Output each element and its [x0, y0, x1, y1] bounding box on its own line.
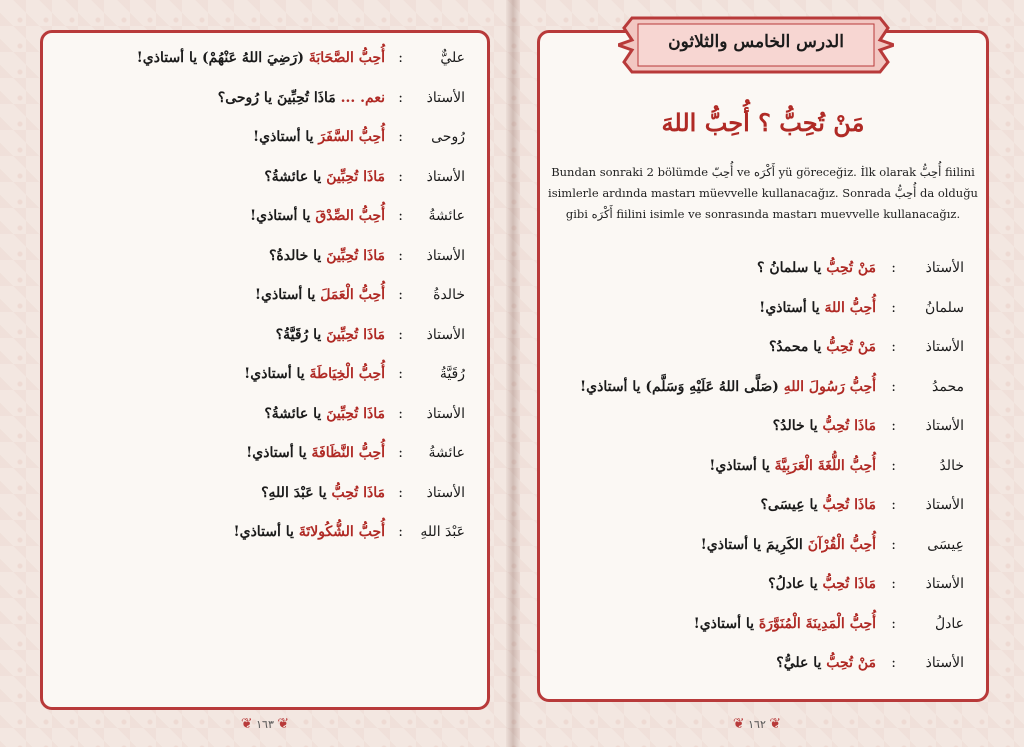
dialogue-row: [43, 401, 487, 431]
speaker-colon: :: [398, 208, 403, 224]
dialogue-line: [264, 406, 385, 422]
dialogue-highlight: مَنْ تُحِبُّ: [826, 655, 876, 671]
dialogue-rest: يا أستاذي!: [233, 524, 299, 540]
lesson-title: الدرس الخامس والثلاثون: [668, 32, 844, 52]
dialogue-line: [137, 50, 385, 66]
dialogue-row: [540, 255, 986, 285]
speaker-colon: :: [398, 326, 403, 343]
book-gutter: [506, 0, 520, 747]
ornament-icon: ❦: [277, 716, 290, 732]
speaker-colon: :: [891, 536, 896, 553]
dialogue-row: [540, 532, 986, 562]
dialogue-line: [759, 300, 876, 316]
speaker-colon: :: [891, 299, 896, 316]
speaker-colon: :: [398, 445, 403, 461]
dialogue-rest: يا عليُّ؟: [776, 655, 827, 671]
dialogue-line: [250, 208, 385, 224]
speaker-name: الأستاذ: [925, 418, 964, 434]
dialogue-rest: يا أستاذي!: [759, 299, 825, 316]
dialogue-row: [540, 453, 986, 483]
dialogue-line: [255, 287, 385, 303]
dialogue-row: [43, 164, 487, 194]
dialogue-highlight: أُحِبُّ رَسُولَ اللهِ: [783, 378, 876, 395]
speaker-name: الأستاذ: [925, 497, 964, 513]
dialogue-line: [244, 366, 385, 382]
speaker-name: رُوحى: [431, 129, 465, 145]
dialogue-line: [580, 379, 876, 395]
dialogue-row: [540, 650, 986, 680]
speaker-colon: :: [398, 405, 403, 422]
dialogue-row: [43, 519, 487, 549]
dialogue-highlight: أُحِبُّ اللُّغَةَ الْعَرَبِيَّةَ: [774, 457, 876, 474]
speaker-name: الأستاذ: [426, 247, 465, 264]
speaker-name: الأستاذ: [426, 405, 465, 422]
lesson-title-banner: [618, 10, 894, 80]
speaker-colon: :: [891, 378, 896, 395]
speaker-name: الأستاذ: [426, 326, 465, 343]
speaker-colon: :: [398, 129, 403, 145]
dialogue-highlight: مَاذَا تُحِبِّينَ: [326, 247, 385, 264]
dialogue-row: [43, 203, 487, 233]
dialogue-row: [43, 85, 487, 115]
dialogue-line: [773, 418, 876, 434]
speaker-colon: :: [891, 418, 896, 434]
dialogue-highlight: أُحِبُّ الْعَمَلَ: [320, 287, 385, 303]
dialogue-highlight: مَنْ تُحِبُّ: [826, 260, 876, 276]
dialogue-row: [43, 440, 487, 470]
dialogue-rest: يا عائشةُ؟: [264, 168, 327, 185]
dialogue-highlight: مَاذَا تُحِبِّينَ: [326, 168, 385, 185]
dialogue-highlight: أُحِبُّ الْمَدِينَةَ الْمُنَوَّرَةَ: [758, 615, 876, 632]
ornament-icon: ❦: [769, 716, 782, 732]
dialogue-row: [540, 492, 986, 522]
dialogue-line: [769, 339, 876, 355]
dialogue-line: [246, 445, 385, 461]
dialogue-highlight: مَاذَا تُحِبُّ: [331, 484, 385, 501]
right-page-number-text: ١٦٢: [748, 718, 766, 731]
speaker-colon: :: [398, 168, 403, 185]
dialogue-rest: يا خالدةُ؟: [268, 247, 327, 264]
dialogue-line: [757, 260, 876, 276]
dialogue-line: [776, 655, 876, 671]
dialogue-row: [540, 413, 986, 443]
dialogue-line: [701, 537, 876, 553]
dialogue-line: [709, 458, 876, 474]
dialogue-rest: يا أستاذي!: [249, 208, 316, 224]
speaker-colon: :: [891, 576, 896, 592]
speaker-name: رُقَيَّةُ: [439, 366, 465, 382]
speaker-colon: :: [398, 524, 403, 540]
dialogue-row: [43, 322, 487, 352]
speaker-name: عائشةُ: [428, 208, 465, 224]
dialogue-rest: يا أستاذي!: [693, 615, 759, 632]
dialogue-row: [540, 295, 986, 325]
dialogue-line: [233, 524, 385, 540]
speaker-colon: :: [398, 484, 403, 501]
dialogue-row: [43, 45, 487, 75]
speaker-name: خالدُ: [939, 457, 964, 474]
dialogue-highlight: مَاذَا تُحِبُّ: [822, 418, 876, 434]
intro-paragraph: Bundan sonraki 2 bölümde أُحِبّ ve أَكْرَه yü göreceğiz. İlk olarak أُحِبُّ fiilini isimlerle ardında mastarı müevvelle kullanacağız. Sonrada أُحِبُّ da olduğu gibi أَكْرَه fiilini isimle ve sonrasında mastarı muevvelle kullanacağız.: [548, 165, 978, 221]
dialogue-rest: يا خالدُ؟: [772, 418, 823, 434]
dialogue-highlight: مَاذَا تُحِبُّ: [822, 497, 876, 513]
dialogue-row: [540, 334, 986, 364]
speaker-colon: :: [398, 247, 403, 264]
speaker-colon: :: [891, 260, 896, 276]
dialogue-rest: يا أستاذي!: [253, 129, 319, 145]
dialogue-rest: (صَلَّى اللهُ عَلَيْهِ وَسَلَّم) يا أستاذي!: [580, 378, 784, 395]
left-page-number-text: ١٦٣: [256, 718, 274, 731]
speaker-colon: :: [891, 497, 896, 513]
speaker-name: الأستاذ: [925, 339, 964, 355]
speaker-name: محمدُ: [932, 378, 964, 395]
speaker-colon: :: [891, 655, 896, 671]
dialogue-rest: يا عِيسَى؟: [760, 497, 823, 513]
ornament-icon: ❦: [240, 716, 253, 732]
dialogue-line: [218, 90, 385, 106]
dialogue-line: [264, 169, 385, 185]
speaker-name: الأستاذ: [426, 484, 465, 501]
dialogue-highlight: أُحِبُّ الصِّدْقَ: [315, 208, 385, 224]
speaker-name: عائشةُ: [428, 445, 465, 461]
speaker-colon: :: [891, 615, 896, 632]
speaker-name: الأستاذ: [925, 576, 964, 592]
dialogue-rest: يا أستاذي!: [246, 445, 312, 461]
speaker-name: الأستاذ: [925, 655, 964, 671]
dialogue-highlight: أُحِبُّ الصَّحَابَةَ: [308, 50, 385, 66]
dialogue-rest: يا عَبْدَ اللهِ؟: [261, 484, 332, 501]
speaker-name: خالدةُ: [433, 287, 465, 303]
dialogue-line: [253, 129, 385, 145]
speaker-name: عَبْدَ اللهِ: [420, 524, 465, 540]
dialogue-highlight: مَاذَا تُحِبِّينَ: [326, 326, 385, 343]
dialogue-highlight: نعم. ...: [340, 89, 385, 106]
speaker-colon: :: [891, 339, 896, 355]
dialogue-row: [540, 374, 986, 404]
dialogue-line: [768, 576, 876, 592]
dialogue-highlight: مَاذَا تُحِبِّينَ: [326, 405, 385, 422]
dialogue-rest: يا سلمانُ ؟: [757, 260, 827, 276]
dialogue-highlight: أُحِبُّ الشُّكُولاتَةَ: [298, 524, 385, 540]
speaker-colon: :: [398, 50, 403, 66]
dialogue-highlight: أُحِبُّ النَّظَافَةَ: [311, 445, 385, 461]
dialogue-rest: يا عادلُ؟: [768, 576, 823, 592]
dialogue-line: [261, 485, 385, 501]
lesson-heading: مَنْ تُحِبُّ ؟ أُحِبُّ اللهَ: [661, 108, 865, 137]
speaker-name: عادلُ: [934, 615, 964, 632]
speaker-colon: :: [891, 457, 896, 474]
dialogue-row: [43, 243, 487, 273]
speaker-colon: :: [398, 89, 403, 106]
dialogue-rest: يا أستاذي!: [709, 457, 775, 474]
left-page-panel: [40, 30, 490, 710]
dialogue-highlight: أُحِبُّ السَّفَرَ: [318, 129, 385, 145]
dialogue-rest: مَاذَا تُحِبِّينَ يا رُوحى؟: [217, 89, 341, 106]
speaker-name: عليٌّ: [440, 50, 465, 66]
dialogue-line: [694, 616, 876, 632]
speaker-name: الأستاذ: [426, 168, 465, 185]
dialogue-row: [43, 361, 487, 391]
dialogue-rest: الكَرِيمَ يا أستاذي!: [700, 536, 808, 553]
speaker-colon: :: [398, 287, 403, 303]
speaker-name: سلمانُ: [924, 299, 964, 316]
speaker-name: عِيسَى: [927, 536, 964, 553]
dialogue-row: [540, 611, 986, 641]
ornament-icon: ❦: [732, 716, 745, 732]
dialogue-line: [760, 497, 876, 513]
dialogue-rest: يا رُقَيَّةُ؟: [275, 326, 327, 343]
dialogue-row: [43, 480, 487, 510]
dialogue-row: [43, 282, 487, 312]
speaker-colon: :: [398, 366, 403, 382]
dialogue-highlight: أُحِبُّ الْقُرْآنَ: [807, 536, 876, 553]
dialogue-row: [540, 571, 986, 601]
dialogue-highlight: أُحِبُّ اللهَ: [824, 299, 876, 316]
dialogue-rest: يا عائشةُ؟: [264, 405, 327, 422]
left-page-number: [230, 712, 300, 736]
right-page-number: [722, 712, 792, 736]
dialogue-rest: يا أستاذي!: [244, 366, 310, 382]
dialogue-row: [43, 124, 487, 154]
dialogue-highlight: مَاذَا تُحِبُّ: [822, 576, 876, 592]
dialogue-rest: يا محمدُ؟: [768, 339, 827, 355]
dialogue-highlight: أُحِبُّ الْخِيَاطَةَ: [309, 366, 385, 382]
dialogue-line: [269, 248, 385, 264]
speaker-name: الأستاذ: [426, 89, 465, 106]
dialogue-rest: يا أستاذي!: [254, 287, 321, 303]
speaker-name: الأستاذ: [925, 260, 964, 276]
dialogue-rest: (رَضِيَ اللهُ عَنْهُمْ) يا أستاذي!: [136, 50, 309, 66]
dialogue-highlight: مَنْ تُحِبُّ: [826, 339, 876, 355]
dialogue-line: [276, 327, 385, 343]
